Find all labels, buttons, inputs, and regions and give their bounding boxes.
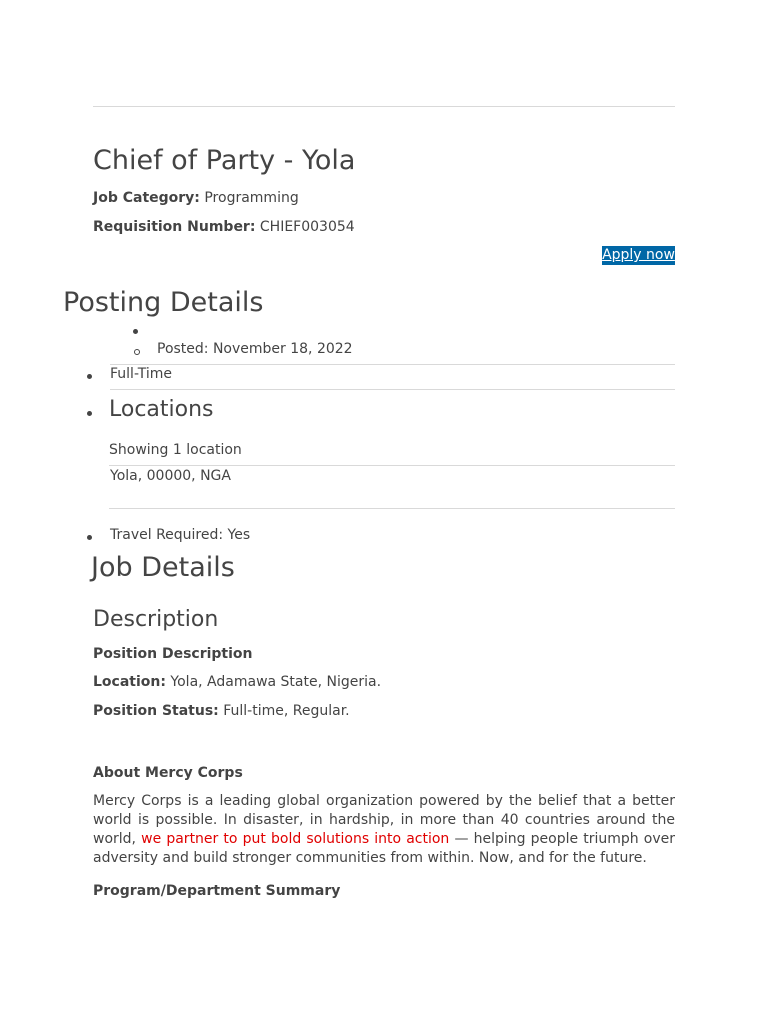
about-text-end: — helping people triumph over adversity and build stronger communities from within. Now, and for the future. <box>93 831 675 866</box>
bold-solutions-link[interactable]: we partner to put bold solutions into action <box>141 831 450 847</box>
empty-bullet <box>133 329 138 334</box>
about-heading: About Mercy Corps <box>93 765 243 781</box>
posted-bullet <box>134 349 140 355</box>
locations-count-divider <box>109 465 675 466</box>
requisition-row <box>93 218 355 237</box>
job-category-row <box>93 189 299 208</box>
job-details-heading: Job Details <box>91 552 235 583</box>
locations-heading: Locations <box>109 397 214 422</box>
location-item: Yola, 00000, NGA <box>110 468 231 484</box>
posted-divider <box>110 364 675 365</box>
position-status-row <box>93 702 350 721</box>
full-time-divider <box>110 389 675 390</box>
locations-bullet <box>87 411 92 416</box>
position-status-label: Position Status: <box>93 703 219 719</box>
about-text-start: Mercy Corps is a leading global organization powered by the belief that a better world is possible. In disaster, in hardship, in more than 40 countries around the world, <box>93 793 675 847</box>
apply-now-button[interactable]: Apply now <box>602 247 675 263</box>
locations-end-divider <box>109 508 675 509</box>
posting-details-heading: Posting Details <box>63 287 264 318</box>
job-title: Chief of Party - Yola <box>93 145 356 176</box>
employment-type: Full-Time <box>110 366 172 382</box>
description-heading: Description <box>93 607 219 632</box>
about-paragraph <box>93 792 675 868</box>
top-divider <box>93 106 675 107</box>
location-value: Yola, Adamawa State, Nigeria. <box>170 674 382 690</box>
locations-count: Showing 1 location <box>109 442 242 458</box>
posted-date: Posted: November 18, 2022 <box>157 341 353 357</box>
position-status-value: Full-time, Regular. <box>223 703 350 719</box>
requisition-value: CHIEF003054 <box>259 219 355 235</box>
location-label: Location: <box>93 674 166 690</box>
requisition-label: Requisition Number: <box>93 219 256 235</box>
full-time-bullet <box>87 374 92 379</box>
location-row <box>93 673 381 692</box>
position-description-label: Position Description <box>93 646 253 662</box>
program-summary-heading: Program/Department Summary <box>93 883 341 899</box>
travel-bullet <box>87 535 92 540</box>
job-category-label: Job Category: <box>93 190 200 206</box>
travel-required: Travel Required: Yes <box>110 527 251 543</box>
job-category-value: Programming <box>204 190 299 206</box>
